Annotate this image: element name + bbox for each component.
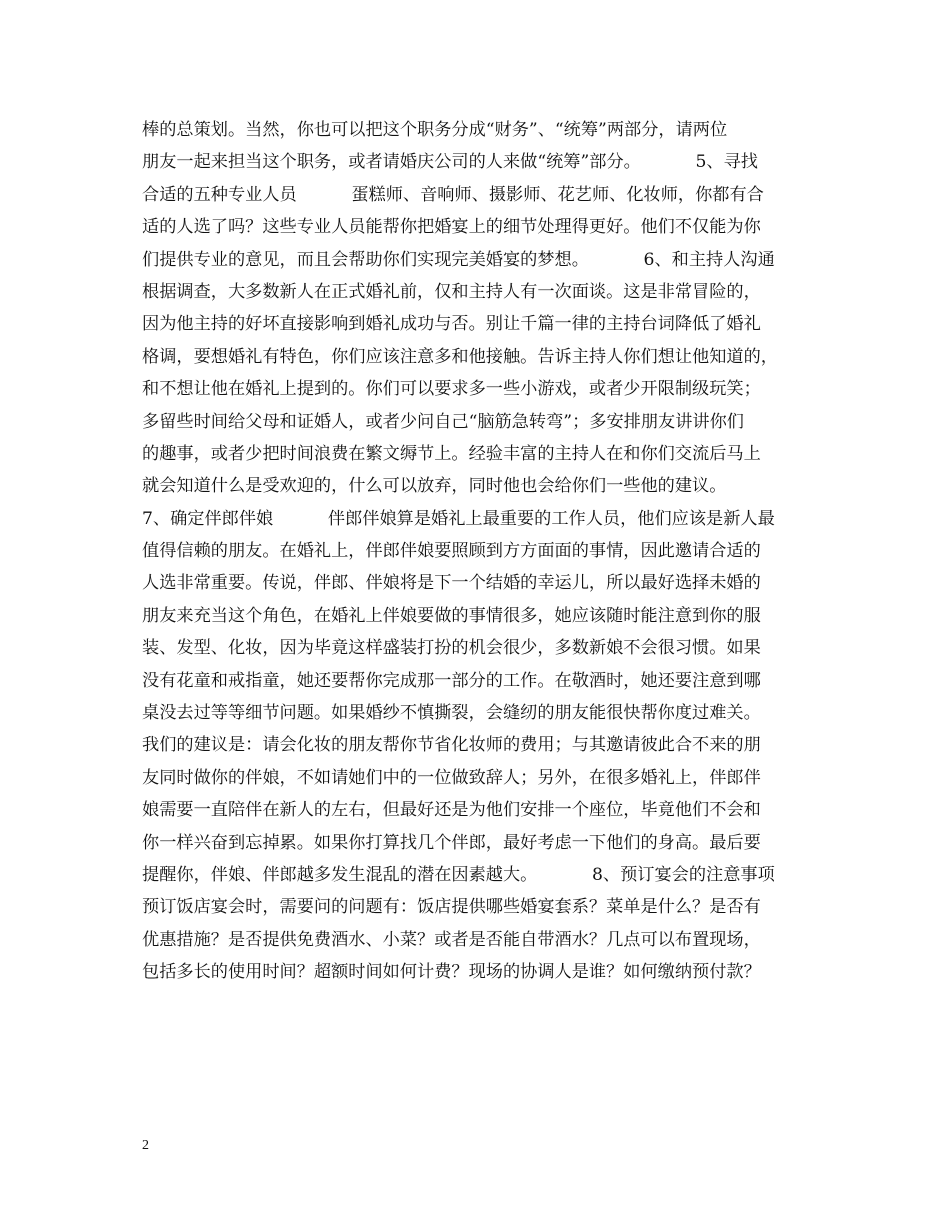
text-line: 我们的建议是：请会化妆的朋友帮你节省化妆师的费用；与其邀请彼此合不来的朋 — [142, 735, 761, 756]
page-number: 2 — [142, 1138, 149, 1153]
text-line: 装、发型、化妆，因为毕竟这样盛装打扮的机会很少，多数新娘不会很习惯。如果 — [142, 638, 761, 659]
text-line: 朋友来充当这个角色，在婚礼上伴娘要做的事情很多，她应该随时能注意到你的服 — [142, 605, 761, 626]
text-line: 和不想让他在婚礼上提到的。你们可以要求多一些小游戏，或者少开限制级玩笑； — [142, 379, 761, 400]
text-line: 就会知道什么是受欢迎的，什么可以放弃，同时他也会给你们一些他的建议。 — [142, 476, 727, 497]
text-line: 没有花童和戒指童，她还要帮你完成那一部分的工作。在敬酒时，她还要注意到哪 — [142, 670, 761, 691]
text-line: 格调，要想婚礼有特色，你们应该注意多和他接触。告诉主持人你们想让他知道的， — [142, 346, 778, 367]
body-text — [142, 114, 822, 989]
text-line: 优惠措施？是否提供免费酒水、小菜？或者是否能自带酒水？几点可以布置现场， — [142, 929, 761, 950]
text-line: 棒的总策划。当然，你也可以把这个职务分成“财务”、“统筹”两部分，请两位 — [142, 120, 728, 140]
text-line: 预订饭店宴会时，需要问的问题有：饭店提供哪些婚宴套系？菜单是什么？是否有 — [142, 897, 761, 918]
text-line: 娘需要一直陪伴在新人的左右，但最好还是为他们安排一个座位，毕竟他们不会和 — [142, 800, 761, 821]
text-line: 人选非常重要。传说，伴郎、伴娘将是下一个结婚的幸运儿，所以最好选择未婚的 — [142, 573, 761, 594]
text-line: 合适的五种专业人员 蛋糕师、音响师、摄影师、花艺师、化妆师，你都有合 — [142, 184, 764, 205]
text-line: 的趣事，或者少把时间浪费在繁文缛节上。经验丰富的主持人在和你们交流后马上 — [142, 443, 761, 464]
text-line: 值得信赖的朋友。在婚礼上，伴郎伴娘要照顾到方方面面的事情，因此邀请合适的 — [142, 541, 761, 562]
text-line: 们提供专业的意见，而且会帮助你们实现完美婚宴的梦想。 6、和主持人沟通 — [142, 249, 775, 270]
text-line: 提醒你，伴娘、伴郎越多发生混乱的潜在因素越大。 8、预订宴会的注意事项 — [142, 864, 775, 885]
text-line: 适的人选了吗？这些专业人员能帮你把婚宴上的细节处理得更好。他们不仅能为你 — [142, 217, 761, 238]
text-line: 因为他主持的好坏直接影响到婚礼成功与否。别让千篇一律的主持台词降低了婚礼 — [142, 314, 761, 335]
text-line: 友同时做你的伴娘，不如请她们中的一位做致辞人；另外，在很多婚礼上，伴郎伴 — [142, 767, 761, 788]
text-line: 桌没去过等等细节问题。如果婚纱不慎撕裂，会缝纫的朋友能很快帮你度过难关。 — [142, 703, 761, 724]
text-line: 多留些时间给父母和证婚人，或者少问自己“脑筋急转弯”；多安排朋友讲讲你们 — [142, 411, 744, 432]
text-line: 根据调查，大多数新人在正式婚礼前，仅和主持人有一次面谈。这是非常冒险的， — [142, 281, 761, 302]
text-line: 你一样兴奋到忘掉累。如果你打算找几个伴郎，最好考虑一下他们的身高。最后要 — [142, 832, 761, 853]
text-line: 朋友一起来担当这个职务，或者请婚庆公司的人来做“统筹”部分。 5、寻找 — [142, 152, 758, 173]
text-line: 包括多长的使用时间？超额时间如何计费？现场的协调人是谁？如何缴纳预付款？ — [142, 962, 761, 983]
text-line: 7、确定伴郎伴娘 伴郎伴娘算是婚礼上最重要的工作人员，他们应该是新人最 — [142, 508, 775, 529]
